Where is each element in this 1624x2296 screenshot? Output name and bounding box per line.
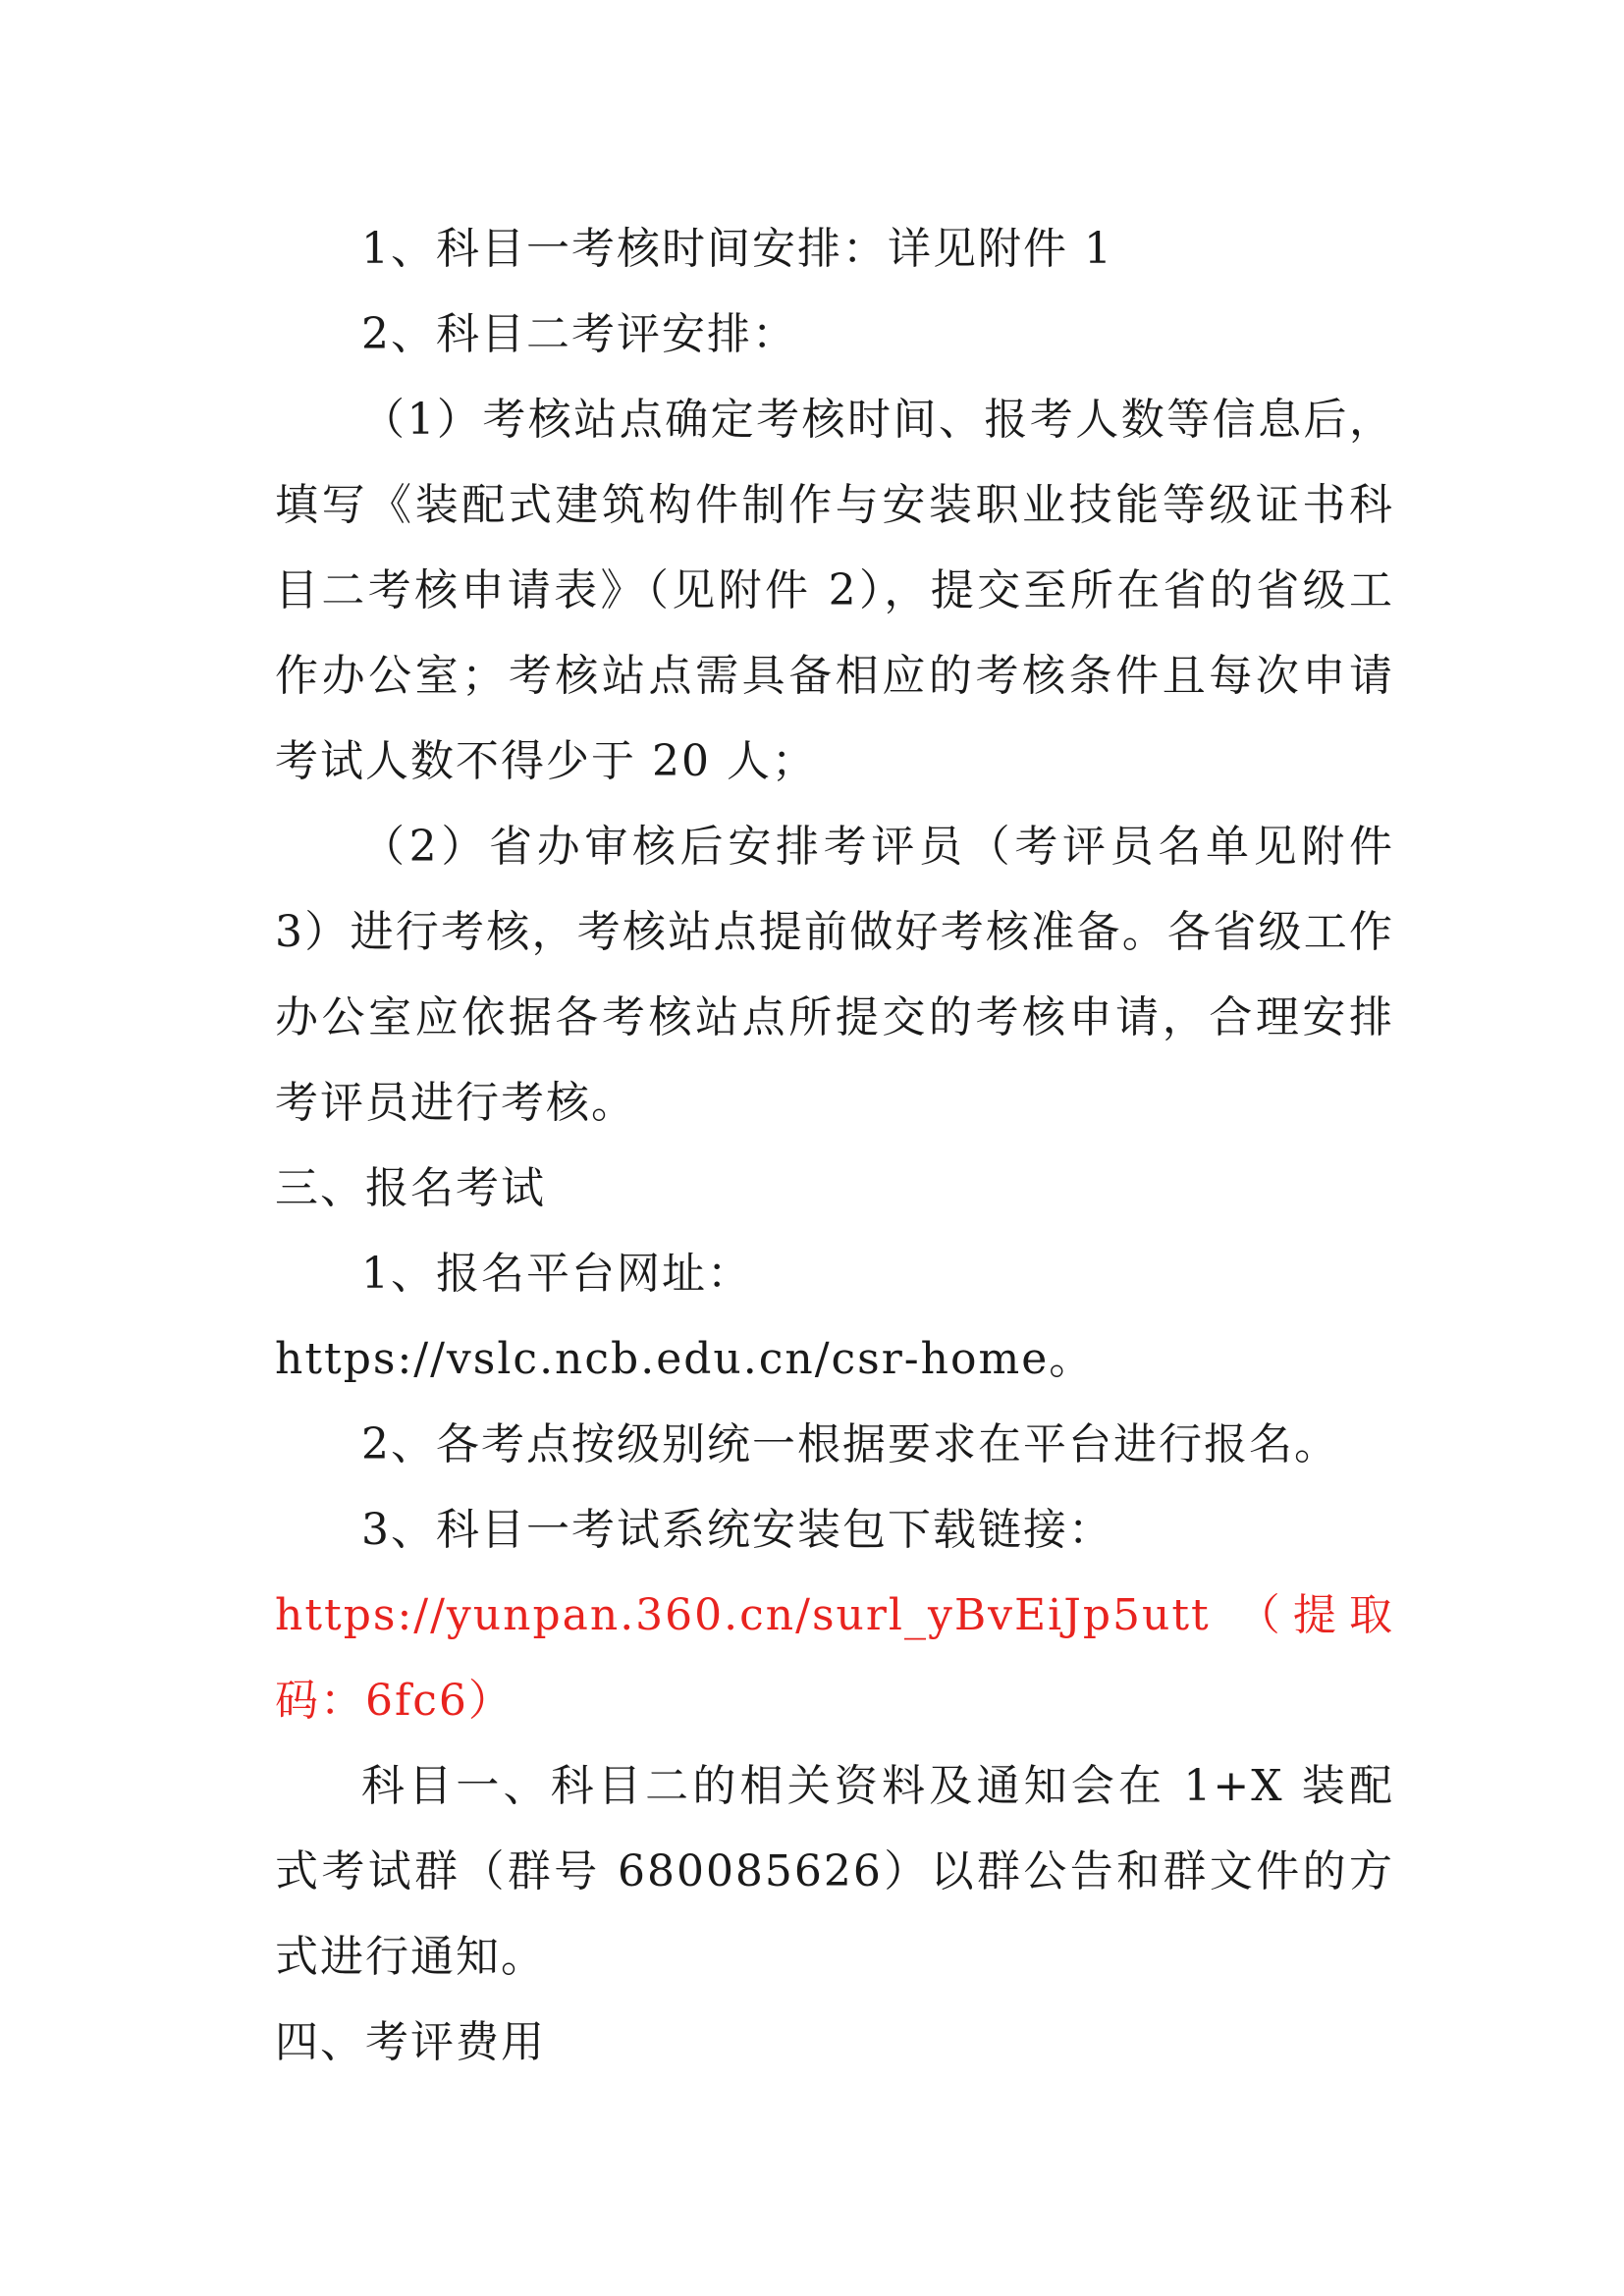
- sub-item-1-application: （1）考核站点确定考核时间、报考人数等信息后，填写《装配式建筑构件制作与安装职业技能等级证书科目二考核申请表》（见附件 2），提交至所在省的省级工作办公室；考核站点需具备相应的考核条件且每次申请考试人数不得少于 20 人；: [275, 395, 1394, 786]
- notice-qq-group: 科目一、科目二的相关资料及通知会在 1+X 装配式考试群（群号 680085626）以群公告和群文件的方式进行通知。: [275, 1761, 1394, 1982]
- installer-download-link[interactable]: https://yunpan.360.cn/surl_yBvEiJp5utt （提取码：6fc6）: [275, 1590, 1394, 1726]
- item-site-registration: 2、各考点按级别统一根据要求在平台进行报名。: [361, 1419, 1339, 1469]
- item-subject-one-schedule: 1、科目一考核时间安排：详见附件 1: [361, 224, 1113, 274]
- section-heading-registration: 三、报名考试: [275, 1163, 546, 1213]
- item-registration-platform: 1、报名平台网址：: [361, 1249, 752, 1299]
- item-subject-two-arrangement: 2、科目二考评安排：: [361, 309, 797, 359]
- sub-item-2-examiners: （2）省办审核后安排考评员（考评员名单见附件 3）进行考核，考核站点提前做好考核准备。各省级工作办公室应依据各考核站点所提交的考核申请，合理安排考评员进行考核。: [275, 822, 1394, 1128]
- item-installer-download: 3、科目一考试系统安装包下载链接：: [361, 1505, 1113, 1555]
- section-heading-fees: 四、考评费用: [275, 2017, 546, 2067]
- document-body: [275, 206, 1394, 2085]
- registration-platform-url[interactable]: https://vslc.ncb.edu.cn/csr-home。: [275, 1334, 1095, 1384]
